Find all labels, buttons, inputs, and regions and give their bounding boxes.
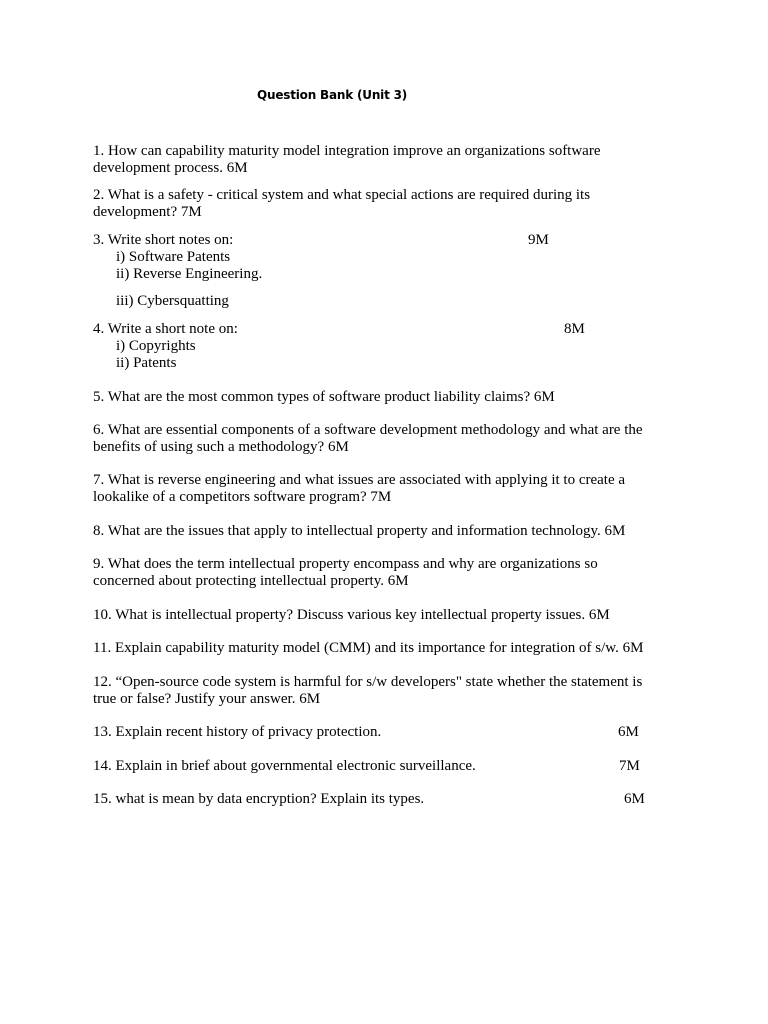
question-2-line-1: 2. What is a safety - critical system and what special actions are required during its	[93, 187, 591, 203]
question-13-marks: 6M	[618, 724, 639, 740]
question-1	[93, 143, 673, 177]
question-4-sub-2: ii) Patents	[116, 355, 177, 371]
question-14-marks: 7M	[619, 758, 640, 774]
question-15	[93, 791, 673, 808]
question-1-line-2: development process. 6M	[93, 160, 248, 176]
question-2-line-2: development? 7M	[93, 204, 202, 220]
question-3-stem: 3. Write short notes on:	[93, 232, 234, 248]
question-3-sub-3: iii) Cybersquatting	[116, 293, 229, 309]
question-14	[93, 758, 673, 775]
question-15-marks: 6M	[624, 791, 645, 807]
question-1-line-1: 1. How can capability maturity model integration improve an organizations software	[93, 143, 601, 159]
question-9	[93, 556, 673, 590]
question-4-stem: 4. Write a short note on:	[93, 321, 238, 337]
question-4	[93, 321, 673, 372]
question-7-line-1: 7. What is reverse engineering and what issues are associated with applying it to create a	[93, 472, 626, 488]
question-10-line-1: 10. What is intellectual property? Discuss various key intellectual property issues. 6M	[93, 607, 610, 623]
question-8	[93, 523, 673, 540]
question-12	[93, 674, 673, 708]
question-7-line-2: lookalike of a competitors software program? 7M	[93, 489, 392, 505]
question-3-sub-1: i) Software Patents	[116, 249, 231, 265]
question-3-marks: 9M	[528, 232, 549, 248]
question-10	[93, 607, 673, 624]
question-4-sub-1: i) Copyrights	[116, 338, 196, 354]
question-6-line-1: 6. What are essential components of a software development methodology and what are the	[93, 422, 643, 438]
question-15-line-1: 15. what is mean by data encryption? Explain its types.	[93, 791, 425, 807]
question-9-line-1: 9. What does the term intellectual property encompass and why are organizations so	[93, 556, 598, 572]
question-2	[93, 187, 673, 221]
question-5-line-1: 5. What are the most common types of software product liability claims? 6M	[93, 389, 555, 405]
question-7	[93, 472, 673, 506]
question-9-line-2: concerned about protecting intellectual property. 6M	[93, 573, 409, 589]
question-14-line-1: 14. Explain in brief about governmental electronic surveillance.	[93, 758, 476, 774]
question-8-line-1: 8. What are the issues that apply to intellectual property and information technology. 6M	[93, 523, 626, 539]
question-11-line-1: 11. Explain capability maturity model (CMM) and its importance for integration of s/w. 6M	[93, 640, 644, 656]
question-13-line-1: 13. Explain recent history of privacy protection.	[93, 724, 382, 740]
question-13	[93, 724, 673, 741]
question-3-sub-3-block	[93, 293, 673, 310]
question-3-sub-2: ii) Reverse Engineering.	[116, 266, 263, 282]
question-6-line-2: benefits of using such a methodology? 6M	[93, 439, 349, 455]
question-12-line-1: 12. “Open-source code system is harmful for s/w developers" state whether the statement is	[93, 674, 643, 690]
question-11	[93, 640, 673, 657]
question-3	[93, 232, 673, 283]
page-title: Question Bank (Unit 3)	[257, 88, 408, 102]
question-4-marks: 8M	[564, 321, 585, 337]
question-6	[93, 422, 673, 456]
question-12-line-2: true or false? Justify your answer. 6M	[93, 691, 321, 707]
question-5	[93, 389, 673, 406]
